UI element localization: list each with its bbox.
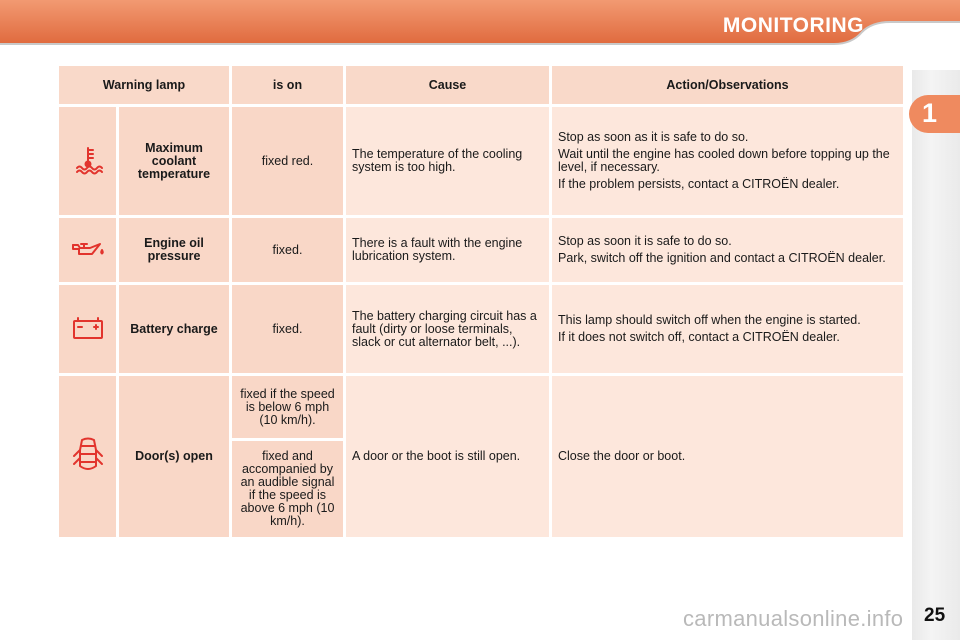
oil-pressure-icon: [70, 238, 106, 260]
action-text: Stop as soon it is safe to do so.: [558, 234, 732, 248]
door-open-icon: [71, 436, 105, 474]
action-text: Park, switch off the ignition and contact a CITROËN dealer.: [558, 251, 886, 265]
action-text: Stop as soon as it is safe to do so.: [558, 130, 749, 144]
table-row: [59, 376, 903, 438]
lamp-cause: The battery charging circuit has a fault (dirty or loose terminals, slack or cut alternator belt, ...).: [346, 285, 549, 373]
header-action: Action/Observations: [552, 66, 903, 104]
action-text: Close the door or boot.: [558, 449, 686, 463]
lamp-action: [552, 218, 903, 282]
lamp-action: [552, 376, 903, 537]
lamp-action: [552, 107, 903, 215]
table-row: [59, 218, 903, 282]
chapter-number: 1: [922, 98, 938, 128]
battery-icon: [71, 316, 105, 340]
page-title: MONITORING: [722, 14, 864, 37]
lamp-cause: A door or the boot is still open.: [346, 376, 549, 537]
lamp-name: Battery charge: [119, 285, 229, 373]
lamp-icon-cell: [59, 107, 116, 215]
action-text: This lamp should switch off when the engine is started.: [558, 313, 861, 327]
lamp-name: Door(s) open: [119, 376, 229, 537]
lamp-name: Engine oil pressure: [119, 218, 229, 282]
lamp-icon-cell: [59, 285, 116, 373]
watermark: carmanualsonline.info: [683, 606, 904, 631]
lamp-is-on: fixed and accompanied by an audible signal if the speed is above 6 mph (10 km/h).: [232, 441, 343, 537]
lamp-is-on: fixed.: [232, 285, 343, 373]
coolant-temperature-icon: [73, 145, 103, 175]
action-text: Wait until the engine has cooled down before topping up the level, if necessary.: [558, 147, 890, 174]
side-strip: [912, 70, 960, 640]
table-row: [59, 285, 903, 373]
table-header-row: [59, 66, 903, 104]
warning-lamp-table: [56, 63, 906, 540]
page-header: [0, 0, 960, 48]
header-warning-lamp: Warning lamp: [59, 66, 229, 104]
table-row: [59, 107, 903, 215]
lamp-cause: The temperature of the cooling system is too high.: [346, 107, 549, 215]
lamp-cause: There is a fault with the engine lubrication system.: [346, 218, 549, 282]
action-text: If it does not switch off, contact a CITROËN dealer.: [558, 330, 840, 344]
lamp-is-on: fixed if the speed is below 6 mph (10 km/h).: [232, 376, 343, 438]
lamp-icon-cell: [59, 218, 116, 282]
action-text: If the problem persists, contact a CITROËN dealer.: [558, 177, 840, 191]
lamp-icon-cell: [59, 376, 116, 537]
lamp-name: Maximum coolant temperature: [119, 107, 229, 215]
header-is-on: is on: [232, 66, 343, 104]
lamp-is-on: fixed red.: [232, 107, 343, 215]
page-number: 25: [924, 605, 946, 626]
lamp-action: [552, 285, 903, 373]
header-cause: Cause: [346, 66, 549, 104]
lamp-is-on: fixed.: [232, 218, 343, 282]
